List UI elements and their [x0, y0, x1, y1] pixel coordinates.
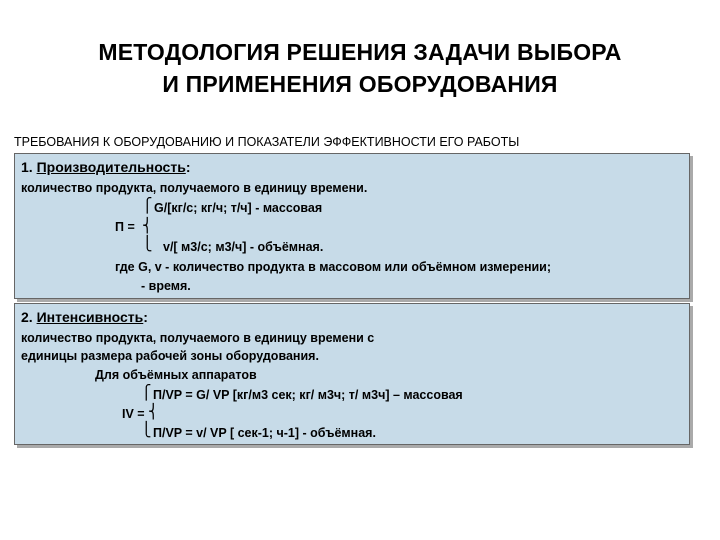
- intensity-heading: [21, 309, 148, 325]
- intensity-number: 2.: [21, 309, 37, 325]
- brace-bottom-2: ⎩: [141, 421, 152, 437]
- intensity-heading-text: Интенсивность: [36, 309, 144, 325]
- productivity-heading: [21, 159, 190, 175]
- productivity-symbol: П =: [115, 220, 135, 234]
- slide-title: [0, 36, 720, 100]
- intensity-mass-formula: П/VP = G/ VP [кг/м3 сек; кг/ м3ч; т/ м3ч] – массовая: [153, 388, 463, 402]
- productivity-note-2: - время.: [141, 279, 191, 293]
- productivity-number: 1.: [21, 159, 37, 175]
- productivity-volume-formula: v/[ м3/с; м3/ч] - объёмная.: [163, 240, 324, 254]
- intensity-definition-1: количество продукта, получаемого в единицу времени с: [21, 331, 375, 345]
- brace-middle: ⎨: [142, 217, 153, 233]
- title-line-1: МЕТОДОЛОГИЯ РЕШЕНИЯ ЗАДАЧИ ВЫБОРА: [98, 39, 622, 65]
- productivity-box: [14, 153, 690, 299]
- title-line-2: И ПРИМЕНЕНИЯ ОБОРУДОВАНИЯ: [162, 71, 558, 97]
- intensity-box: [14, 303, 690, 445]
- brace-bottom: ⎩: [142, 235, 153, 251]
- brace-top: ⎧: [142, 197, 153, 213]
- slide-subtitle: ТРЕБОВАНИЯ К ОБОРУДОВАНИЮ И ПОКАЗАТЕЛИ ЭФФЕКТИВНОСТИ ЕГО РАБОТЫ: [14, 135, 520, 149]
- brace-middle-2: ⎨: [148, 403, 159, 419]
- intensity-definition-2: единицы размера рабочей зоны оборудования.: [21, 349, 319, 363]
- productivity-definition: количество продукта, получаемого в единицу времени.: [21, 181, 368, 195]
- productivity-mass-formula: G/[кг/с; кг/ч; т/ч] - массовая: [154, 201, 323, 215]
- productivity-note-1: где G, v - количество продукта в массовом или объёмном измерении;: [115, 260, 552, 274]
- intensity-volume-formula: П/VP = v/ VP [ сек-1; ч-1] - объёмная.: [153, 426, 376, 440]
- productivity-heading-text: Производительность: [36, 159, 186, 175]
- intensity-heading-suffix: :: [143, 309, 148, 325]
- brace-top-2: ⎧: [141, 384, 152, 400]
- productivity-heading-suffix: :: [185, 159, 191, 175]
- intensity-subheading: Для объёмных аппаратов: [95, 368, 257, 382]
- intensity-symbol: IV =: [122, 407, 145, 421]
